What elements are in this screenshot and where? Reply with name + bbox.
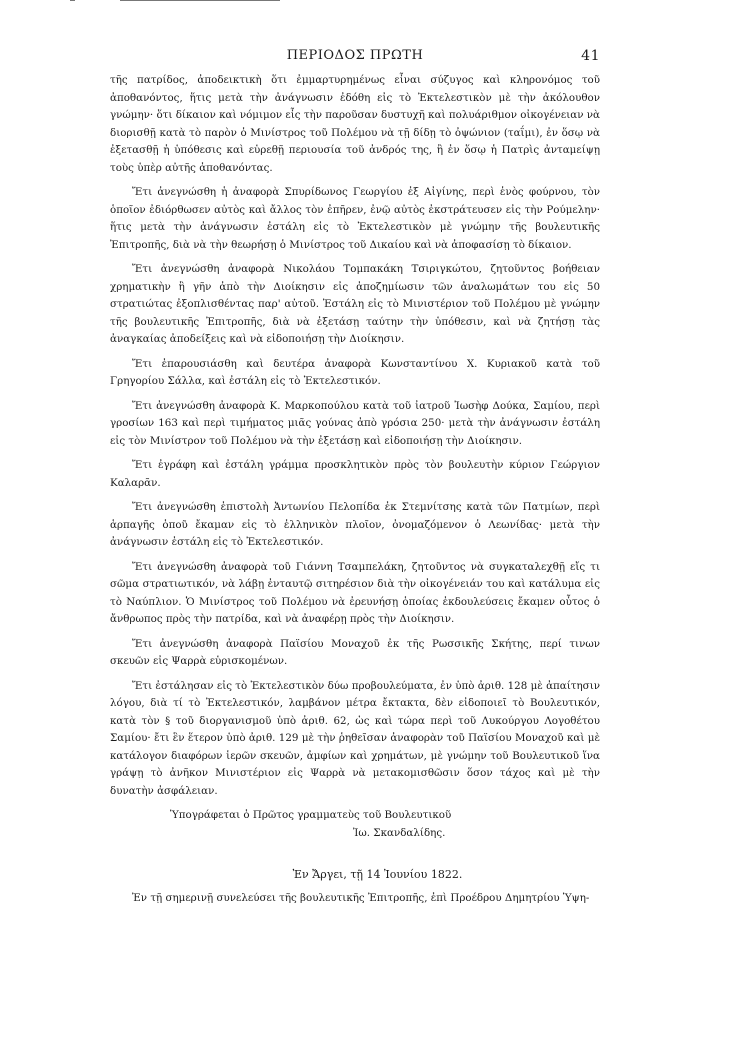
page-number: 41 xyxy=(581,48,600,64)
page-body xyxy=(110,72,600,914)
paragraph: Ἔτι ἀνεγνώσθη ἀναφορὰ Νικολάου Τομπακάκη Τσιριγκώτου, ζητοῦντος βοήθειαν χρηματικὴν ἢ γῆν ἀπὸ τὴν Διοίκησιν εἰς ἀποζημίωσιν τῶν ἀναλωμάτων του εἰς 50 στρατιώτας ἐξοπλισθέντας παρ' αὐτοῦ. Ἐστάλη εἰς τὸ Μινιστέριον τοῦ Πολέμου μὲ γνώμην τῆς βουλευτικῆς Ἐπιτροπῆς, διὰ νὰ ἐξετάσῃ ταύτην τὴν ὑπόθεσιν, καὶ νὰ ζητήσῃ τὰς ἀναγκαίας ἀποδείξεις καὶ νὰ εἰδοποιήσῃ τὴν Διοίκησιν. xyxy=(110,263,600,345)
paragraph: Ἔτι ἀνεγνώσθη ἀναφορὰ τοῦ Γιάννη Τσαμπελάκη, ζητοῦντος νὰ συγκαταλεχθῇ εἴς τι σῶμα στρατιωτικόν, νὰ λάβῃ ἐνταυτῷ σιτηρέσιον διὰ τὴν οἰκογένειάν του καὶ κατάλυμα εἰς τὸ Ναύπλιον. Ὁ Μινίστρος τοῦ Πολέμου νὰ ἐρευνήσῃ ὁποίας ἐκδουλεύσεις ἔκαμεν οὗτος ὁ ἄνθρωπος πρὸς τὴν πατρίδα, καὶ νὰ ἀναφέρῃ πρὸς τὴν Διοίκησιν. xyxy=(110,560,600,625)
scan-edge-mark xyxy=(120,0,280,1)
paragraph: Ἔτι ἐγράφη καὶ ἐστάλη γράμμα προσκλητικὸν πρὸς τὸν βουλευτὴν κύριον Γεώργιον Καλαρᾶν. xyxy=(110,459,600,489)
page-header xyxy=(110,48,600,68)
paragraph: Ἔτι ἀνεγνώσθη ἐπιστολὴ Ἀντωνίου Πελοπίδα ἐκ Στεμνίτσης κατὰ τῶν Πατμίων, περὶ ἁρπαγῆς ὁποῦ ἔκαμαν εἰς τὸ ἑλληνικὸν πλοῖον, ὀνομαζόμενον ὁ Λεωνίδας· μετὰ τὴν ἀνάγνωσιν ἐστάλη εἰς τὸ Ἐκτελεστικόν. xyxy=(110,501,600,548)
paragraph: Ἔτι ἀνεγνώσθη ἀναφορὰ Παϊσίου Μοναχοῦ ἐκ τῆς Ρωσσικῆς Σκήτης, περί τινων σκευῶν εἰς Ψαρρὰ εὑρισκομένων. xyxy=(110,637,600,667)
paragraph: Ἔτι ἐστάλησαν εἰς τὸ Ἐκτελεστικὸν δύω προβουλεύματα, ἐν ὑπὸ ἀριθ. 128 μὲ ἀπαίτησιν λόγου, διὰ τί τὸ Ἐκτελεστικόν, λαμβάνον μέτρα ἔκτακτα, δὲν εἰδοποιεῖ τὸ Βουλευτικόν, κατὰ τὸν § τοῦ διοργανισμοῦ ὑπὸ ἀριθ. 62, ὡς καὶ τώρα περὶ τοῦ Λυκούργου Λογοθέτου Σαμίου· ἔτι ἓν ἕτερον ὑπὸ ἀριθ. 129 μὲ τὴν ῥηθεῖσαν ἀναφορὰν τοῦ Παϊσίου Μοναχοῦ καὶ μὲ κατάλογον διαφόρων ἱερῶν σκευῶν, ἀμφίων καὶ χρημάτων, μὲ γνώμην τοῦ Βουλευτικοῦ ἵνα γράψῃ τὸ ἀνῆκον Μινιστέριον εἰς Ψαρρὰ νὰ μετακομισθῶσιν ὅσον τάχος καὶ μὲ τὴν δυνατὴν ἀσφάλειαν. xyxy=(110,679,600,797)
signature-line: Ὑπογράφεται ὁ Πρῶτος γραμματεὺς τοῦ Βουλευτικοῦ xyxy=(170,809,452,821)
dateline: Ἐν Ἄργει, τῇ 14 Ἰουνίου 1822. xyxy=(292,868,463,881)
paragraph: Ἔτι ἀνεγνώσθη ἀναφορὰ Κ. Μαρκοπούλου κατὰ τοῦ ἰατροῦ Ἰωσὴφ Δούκα, Σαμίου, περὶ γροσίων 163 καὶ περὶ τιμήματος μιᾶς γούνας ἀπὸ γρόσια 250· μετὰ τὴν ἀνάγνωσιν ἐστάλη εἰς τὸν Μινίστρον τοῦ Πολέμου νὰ τὴν ἐξετάσῃ καὶ εἰδοποιήσῃ τὴν Διοίκησιν. xyxy=(110,399,600,447)
paragraph: τῆς πατρίδος, ἀποδεικτικὴ ὅτι ἐμμαρτυρημένως εἶναι σύζυγος καὶ κληρονόμος τοῦ ἀποθανόντος, ἥτις μετὰ τὴν ἀνάγνωσιν ἐδόθη εἰς τὸ Ἐκτελεστικὸν μὲ τὴν ἀκόλουθον γνώμην· ὅτι δίκαιον καὶ νόμιμον εἶς τὴν παροῦσαν δυστυχῆ καὶ πολυάριθμον οἰκογένειαν νὰ διορισθῇ κατὰ τὸ παρὸν ὁ Μινίστρος τοῦ Πολέμου νὰ τῇ δίδῃ τὸ ὀψώνιον (ταΐμι), ἐν ὅσῳ νὰ ἐξετασθῇ ἡ ὑπόθεσις καὶ εὑρεθῇ περιουσία τοῦ ἀνδρός της, ἢ ἐν ὅσῳ ἡ Πατρὶς ἀνταμείψῃ τοὺς ὑπὲρ αὐτῆς ἀποθανόντας. xyxy=(110,74,600,174)
paragraph: Ἔτι ἐπαρουσιάσθη καὶ δευτέρα ἀναφορὰ Κωνσταντίνου Χ. Κυριακοῦ κατὰ τοῦ Γρηγορίου Σάλλα, καὶ ἐστάλη εἰς τὸ Ἐκτελεστικόν. xyxy=(110,357,600,387)
paragraph: Ἔτι ἀνεγνώσθη ἡ ἀναφορὰ Σπυρίδωνος Γεωργίου ἐξ Αἰγίνης, περὶ ἑνὸς φούρνου, τὸν ὁποῖον ἐδιόρθωσεν αὐτὸς καὶ ἄλλος τὸν ἐπῆρεν, ἐνῷ αὐτὸς ἐκστράτευσεν εἰς τὴν Ρούμελην· ἥτις μετὰ τὴν ἀνάγνωσιν ἐστάλη εἰς τὸ Ἐκτελεστικὸν μὲ γνώμην τῆς βουλευτικῆς Ἐπιτροπῆς, διὰ νὰ τὴν θεωρήσῃ ὁ Μινίστρος τοῦ Δικαίου καὶ νὰ ἀποφασίσῃ τὸ δίκαιον. xyxy=(110,186,600,251)
signature-name: Ἰω. Σκανδαλίδης. xyxy=(353,826,446,839)
closing-paragraph: Ἐν τῇ σημερινῇ συνελεύσει τῆς βουλευτικῆς Ἐπιτροπῆς, ἐπὶ Προέδρου Δημητρίου Ὑψη- xyxy=(132,891,590,904)
running-title: ΠΕΡΙΟΔΟΣ ΠΡΩΤΗ xyxy=(286,48,424,63)
scan-edge-mark xyxy=(70,0,75,1)
